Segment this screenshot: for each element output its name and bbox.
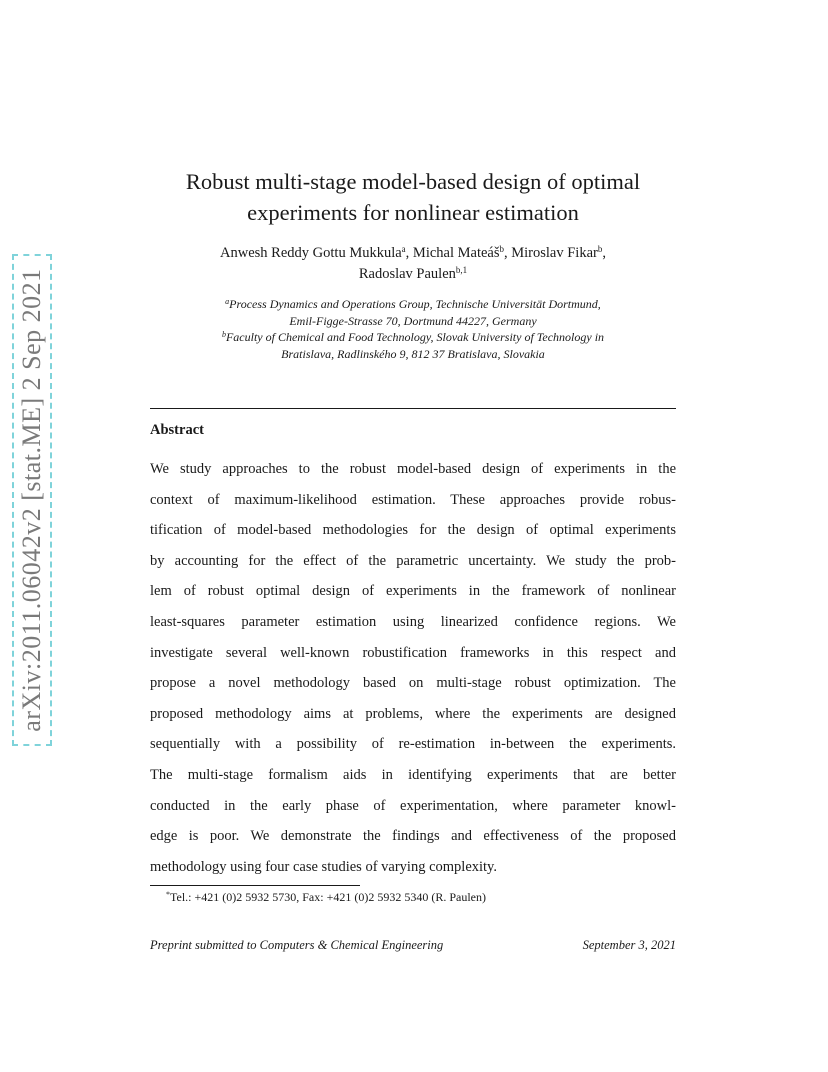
abstract-line: proposed methodology aims at problems, where the experiments are designed (150, 705, 676, 722)
abstract-line: investigate several well-known robustification frameworks in this respect and (150, 644, 676, 661)
abstract-line: context of maximum-likelihood estimation. These approaches provide robus- (150, 491, 676, 508)
author-affil-mark: b,1 (455, 265, 468, 275)
arxiv-stamp (12, 254, 52, 746)
author-name: Anwesh Reddy Gottu Mukkula (220, 245, 402, 261)
footnote-rule (150, 885, 360, 886)
affiliation-b-line-2: Bratislava, Radlinského 9, 812 37 Bratislava, Slovakia (281, 346, 545, 361)
abstract-line: edge is poor. We demonstrate the findings and effectiveness of the proposed (150, 828, 676, 845)
affiliation-mark: a (225, 297, 230, 306)
title-line-1: Robust multi-stage model-based design of optimal (185, 169, 641, 194)
author-name: Michal Mateáš (412, 245, 500, 261)
abstract-line: least-squares parameter estimation using linearized confidence regions. We (150, 613, 676, 630)
affiliations (150, 296, 676, 362)
paper-title (150, 166, 676, 228)
affiliation-a-line-1: $^a$Process Dynamics and Operations Group, Technische Universität Dortmund, (225, 297, 601, 311)
abstract-line: sequentially with a possibility of re-estimation in-between the experiments. (150, 736, 676, 753)
abstract-line: We study approaches to the robust model-based design of experiments in the (150, 461, 676, 477)
affiliation-mark: b (221, 330, 226, 340)
affiliation-a-line-2: Emil-Figge-Strasse 70, Dortmund 44227, Germany (289, 313, 537, 328)
author-affil-mark: b (499, 244, 504, 254)
abstract-line: methodology using four case studies of varying complexity. (150, 858, 497, 875)
author-affil-mark: b (597, 244, 603, 254)
abstract-line: tification of model-based methodologies for the design of optimal experiments (150, 522, 676, 539)
authors-line-2 (150, 264, 676, 285)
footnote-text: Tel.: +421 (0)2 5932 5730, Fax: +421 (0)2 5932 5340 (R. Paulen) (170, 890, 486, 904)
author-list (150, 243, 676, 285)
abstract-line: by accounting for the effect of the parametric uncertainty. We study the prob- (150, 552, 676, 569)
abstract-line: The multi-stage formalism aids in identifying experiments that are better (150, 766, 676, 783)
preprint-notice: Preprint submitted to Computers & Chemical Engineering (150, 938, 444, 952)
abstract-line: propose a novel methodology based on multi-stage robust optimization. The (150, 675, 676, 692)
footnote (166, 890, 486, 905)
submission-date: September 3, 2021 (582, 938, 676, 952)
abstract-line: conducted in the early phase of experimentation, where parameter knowl- (150, 797, 676, 814)
footnote-mark: * (166, 890, 170, 899)
abstract-heading: Abstract (150, 422, 204, 438)
author-name: Radoslav Paulen (358, 266, 456, 282)
title-line-2: experiments for nonlinear estimation (247, 200, 579, 225)
author-name: Miroslav Fikar (511, 245, 598, 261)
abstract-top-rule (150, 408, 676, 409)
author-affil-mark: a (401, 244, 406, 254)
arxiv-identifier: arXiv:2011.06042v2 [stat.ME] 2 Sep 2021 (17, 268, 46, 732)
affiliation-b-line-1: $^b$Faculty of Chemical and Food Technology, Slovak University of Technology in (221, 330, 605, 345)
abstract-line: lem of robust optimal design of experiments in the framework of nonlinear (150, 583, 676, 600)
authors-line-1: Anwesh Reddy Gottu Mukkula$^a$, Michal Mateáš$^b$, Miroslav Fikar$^b$, (220, 244, 606, 261)
abstract-body (150, 459, 676, 887)
